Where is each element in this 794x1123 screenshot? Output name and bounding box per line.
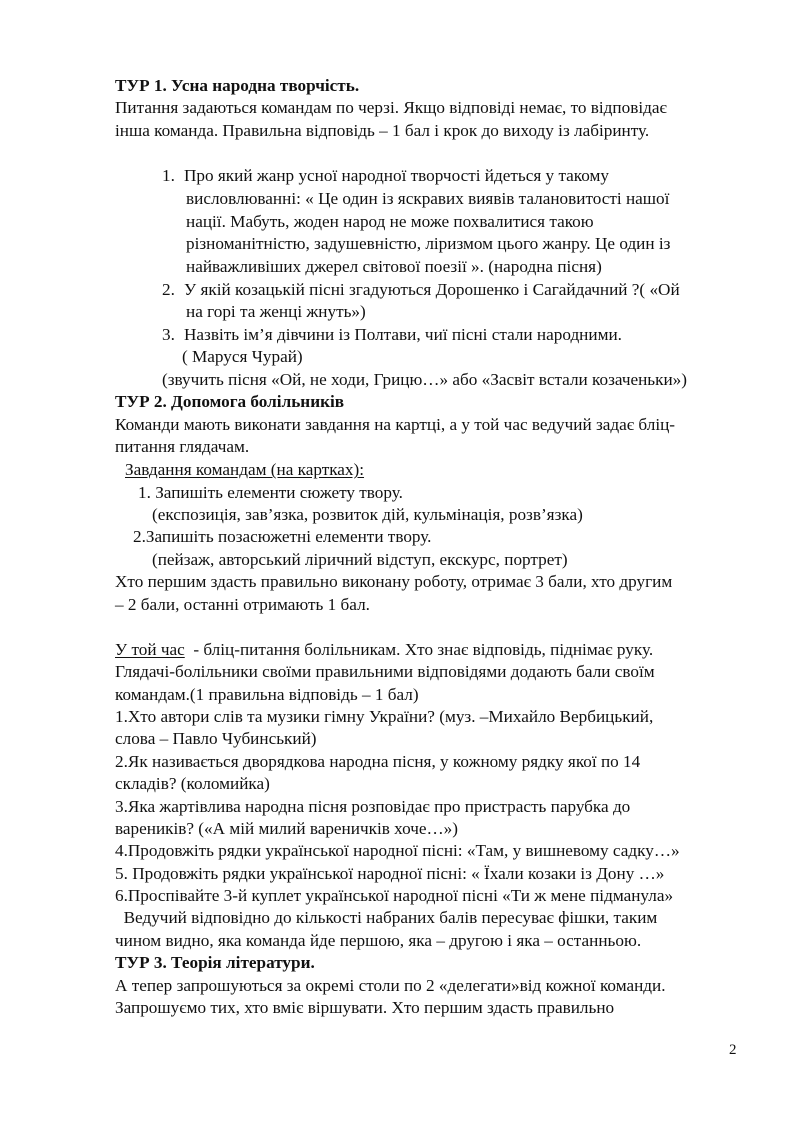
question-text: висловлюванні: « Це один із яскравих виявів талановитості нашої bbox=[186, 189, 670, 208]
blitz-question: 2.Як називається дворядкова народна пісня, у кожному рядку якої по 14 bbox=[115, 752, 641, 771]
tour1-intro-line: Питання задаються командам по черзі. Якщо відповіді немає, то відповідає bbox=[115, 98, 667, 117]
blitz-question: 3.Яка жартівлива народна пісня розповідає про пристрасть парубка до bbox=[115, 797, 631, 816]
task-2-answer: (пейзаж, авторський ліричний відступ, екскурс, портрет) bbox=[152, 550, 568, 569]
question-text: нації. Мабуть, жоден народ не може похвалитися такою bbox=[186, 212, 594, 231]
question-text: на горі та женці жнуть») bbox=[186, 302, 366, 321]
task-2: 2.Запишіть позасюжетні елементи твору. bbox=[133, 527, 432, 546]
tour3-line: Запрошуємо тих, хто вміє віршувати. Хто першим здасть правильно bbox=[115, 998, 615, 1017]
scoring-line: – 2 бали, останні отримають 1 бал. bbox=[115, 595, 370, 614]
tour3-heading: ТУР 3. Теорія літератури. bbox=[115, 953, 315, 972]
question-number: 3. bbox=[162, 325, 175, 344]
tour2-intro-line: Команди мають виконати завдання на картці, а у той час ведучий задає бліц- bbox=[115, 415, 676, 434]
tour3-line: А тепер запрошуються за окремі столи по 2 «делегати»від кожної команди. bbox=[115, 976, 666, 995]
meanwhile-line bbox=[115, 640, 653, 660]
closing-line: чином видно, яка команда йде першою, яка – другою і яка – останньою. bbox=[115, 931, 642, 950]
song-note: (звучить пісня «Ой, не ходи, Грицю…» або «Засвіт встали козаченьки») bbox=[162, 370, 687, 389]
page-number: 2 bbox=[729, 1042, 737, 1058]
blitz-question: слова – Павло Чубинський) bbox=[115, 729, 317, 748]
blitz-question: 4.Продовжіть рядки української народної пісні: «Там, у вишневому садку…» bbox=[115, 841, 680, 860]
question-number: 1. bbox=[162, 166, 175, 185]
tour1-intro-line: інша команда. Правильна відповідь – 1 бал і крок до виходу із лабіринту. bbox=[115, 121, 650, 140]
question-3 bbox=[162, 325, 622, 345]
blitz-question: складів? (коломийка) bbox=[115, 774, 270, 793]
blitz-question: вареників? («А мій милий вареничків хоче…») bbox=[115, 819, 459, 838]
meanwhile-text: - бліц-питання болільникам. Хто знає відповідь, піднімає руку. bbox=[184, 640, 654, 659]
question-1 bbox=[162, 166, 609, 186]
question-text: Назвіть ім’я дівчини із Полтави, чиї пісні стали народними. bbox=[184, 325, 622, 344]
task-1-answer: (експозиція, зав’язка, розвиток дій, кульмінація, розв’язка) bbox=[152, 505, 583, 524]
meanwhile-line: Глядачі-болільники своїми правильними відповідями додають бали своїм bbox=[115, 662, 655, 681]
task-1: 1. Запишіть елементи сюжету твору. bbox=[138, 483, 403, 502]
tour2-intro-line: питання глядачам. bbox=[115, 437, 250, 456]
blitz-question: 5. Продовжіть рядки української народної пісні: « Їхали козаки із Дону …» bbox=[115, 864, 665, 883]
scoring-line: Хто першим здасть правильно виконану роботу, отримає 3 бали, хто другим bbox=[115, 572, 673, 591]
blitz-question: 1.Хто автори слів та музики гімну України? (муз. –Михайло Вербицький, bbox=[115, 707, 654, 726]
question-text: ( Маруся Чурай) bbox=[182, 347, 303, 366]
tasks-title: Завдання командам (на картках): bbox=[125, 460, 365, 479]
blitz-question: 6.Проспівайте 3-й куплет української народної пісні «Ти ж мене підманула» bbox=[115, 886, 674, 905]
closing-line: Ведучий відповідно до кількості набраних балів пересуває фішки, таким bbox=[115, 908, 658, 927]
question-number: 2. bbox=[162, 280, 175, 299]
question-text: Про який жанр усної народної творчості йдеться у такому bbox=[184, 166, 610, 185]
question-text: різноманітністю, задушевністю, ліризмом цього жанру. Це один із bbox=[186, 234, 671, 253]
question-text: У якій козацькій пісні згадуються Дорошенко і Сагайдачний ?( «Ой bbox=[184, 280, 680, 299]
question-text: найважливіших джерел світової поезії ». (народна пісня) bbox=[186, 257, 602, 276]
tour2-heading: ТУР 2. Допомога болільників bbox=[115, 392, 345, 411]
question-2 bbox=[162, 280, 680, 300]
meanwhile-line: командам.(1 правильна відповідь – 1 бал) bbox=[115, 685, 419, 704]
tour1-heading: ТУР 1. Усна народна творчість. bbox=[115, 76, 360, 95]
meanwhile-label: У той час bbox=[115, 640, 185, 659]
